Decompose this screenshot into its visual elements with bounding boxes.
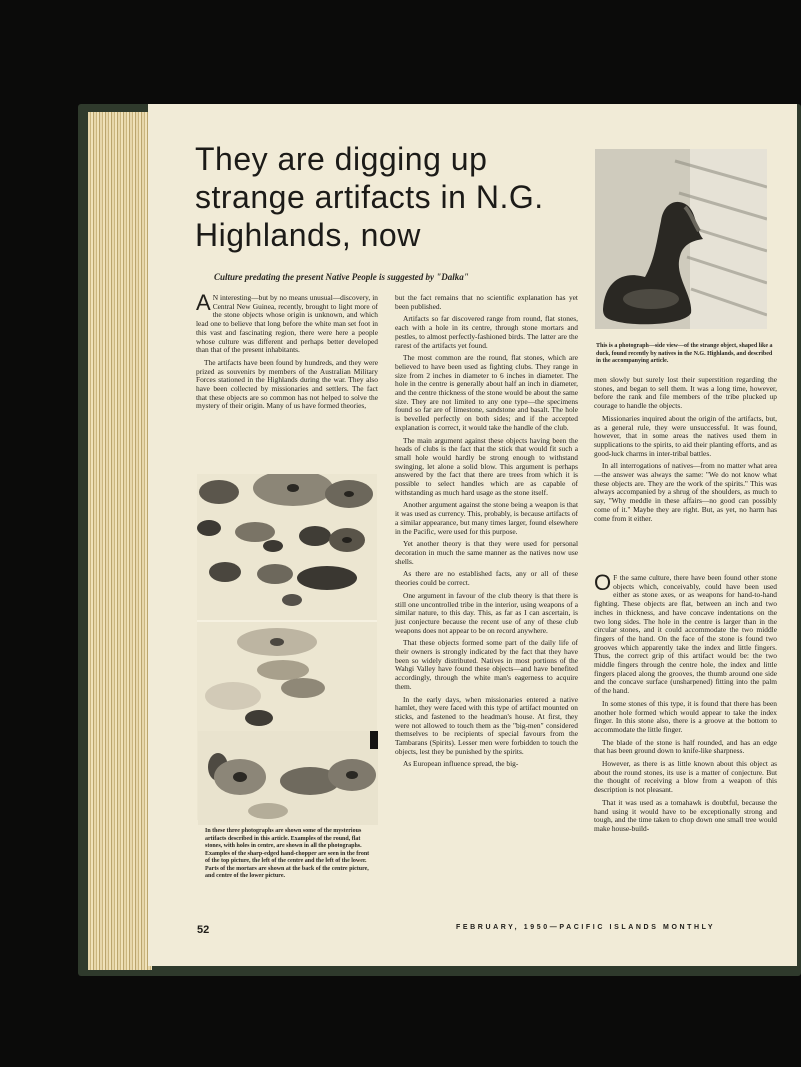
paragraph: O F the same culture, there have been found other stone objects which, conceivably, could have been used either as stone axes, or as weapons for hand-to-hand fighting. These objects are flat, between an inch and two inches in thickness, and have concave indentations on the two long sides. The hole in the centre is larger than in the circular stones, and it could accommodate the two middle fingers of the hand. On the face of the stone is found two grooves which apparently take the index and little fingers. Thus, the correct grip of this artifact would be: the two middle fingers through the centre hole, the index and little fingers placed along the grooves, the thumb around one side and the concave surface (unsharpened) fitting into the palm of the hand.: [594, 570, 777, 696]
paragraph: As there are no established facts, any or all of these theories could be correct.: [395, 569, 578, 588]
article-title: They are digging up strange artifacts in N.G. Highlands, now: [195, 141, 544, 253]
column-2: [395, 294, 578, 773]
artifact-photo: [595, 149, 767, 329]
paragraph: Yet another theory is that they were used for personal decoration in much the same manner as the natives now use shells.: [395, 539, 578, 566]
paragraph: The artifacts have been found by hundreds, and they were prized as souvenirs by members of the Australian Military Forces stationed in the Highlands during the war. They also have been collected by missionaries and settlers. The fact that these objects are so common has not helped to solve the mystery of their origin. Many of us have formed theories,: [196, 357, 378, 411]
article-subtitle: Culture predating the present Native People is suggested by "Dalka": [214, 272, 469, 282]
paragraph: Another argument against the stone being a weapon is that it was used as currency. This, probably, is because artifacts of a similar appearance, but many times larger, found elsewhere in the Pacific, were used for this purpose.: [395, 500, 578, 536]
paragraph: Missionaries inquired about the origin of the artifacts, but, as a general rule, they were unsuccessful. It was found, however, that in some areas the natives used them in supplications to the spirits, to aid their planting efforts, and as good-luck charms in inter-tribal battles.: [594, 413, 777, 458]
page-edges: [88, 112, 152, 970]
paragraph: Artifacts so far discovered range from round, flat stones, each with a hole in its centre, through stone mortars and pestles, to almost perfectly-fashioned birds. The latter are the rarest of the artifacts yet found.: [395, 314, 578, 350]
paragraph: The main argument against these objects having been the heads of clubs is the fact that the stick that would fit such a small hole would hardly be strong enough to withstand swinging, let alone a solid blow. This argument is perhaps answered by the fact that there are trees from which it is possible to select handles which are as capable of withstanding as much hard usage as the stone itself.: [395, 435, 578, 497]
paragraph: In all interrogations of natives—from no matter what area—the answer was always the same: "We do not know what these objects are. They are the work of the spirits." This was always accompanied by a shrug of the shoulders, as much to say, "Why meddle in these affairs—no good can possibly come of it." Maybe they are right. But, as yet, no harm has come from it either.: [594, 461, 777, 523]
paragraph: men slowly but surely lost their superstition regarding the stones, and began to sell them. It was a long time, however, before the rank and file members of the tribe plucked up courage to handle the objects.: [594, 375, 777, 411]
drop-cap: O: [594, 570, 612, 595]
magazine-page: [148, 104, 797, 966]
photos-caption: In these three photographs are shown some of the mysterious artifacts described in this article. Examples of the round, flat stones, with holes in centre, are shown in all the photographs. Examples of the sharp-edged hand-chopper are seen in the front of the top picture, the left of the centre and the left of the lower. Parts of the mortars are shown at the back of the centre picture, and centre of the lower picture.: [205, 828, 370, 879]
paragraph: As European influence spread, the big-: [403, 759, 519, 769]
paragraph: In some stones of this type, it is found that there has been another hole formed which would appear to take the index finger. In this stone also, there is a groove at the bottom to accommodate the little finger.: [594, 698, 777, 734]
column-3: [594, 376, 777, 527]
column-3-continued: [594, 570, 777, 838]
page-footer: FEBRUARY, 1950—PACIFIC ISLANDS MONTHLY: [456, 924, 716, 931]
paragraph: The most common are the round, flat stones, which are believed to have been used as fighting clubs. They range in size from 2 inches in diameter to 6 inches in diameter. The hole in the centre is generally about half an inch in diameter, and the centre thickness of the stone would be about the same size. They are not limited to any one type—the specimens found so far are of limestone, sandstone and basalt. The hole is bevelled perfectly on both sides; and if the accepted explanation is correct, it would take the handle of the club.: [395, 353, 578, 432]
paragraph: That it was used as a tomahawk is doubtful, because the hand using it would have to be exceptionally strong and tough, and the time taken to chop down one small tree would make house-build-: [594, 797, 777, 833]
column-1: [196, 290, 378, 415]
paragraph: The blade of the stone is half rounded, and has an edge that has been ground down to knife-like sharpness.: [594, 737, 777, 756]
paragraph: A N interesting—but by no means unusual—discovery, in Central New Guinea, recently, brought to light more of the stone objects whose origin is unknown, and which lead one to believe that long before the white man set foot in this vast and fascinating region, there were here a people whose culture was different and perhaps better developed than that of the present inhabitants.: [196, 290, 378, 355]
page-number: 52: [197, 924, 210, 936]
paragraph: However, as there is as little known about this object as about the round stones, its use is a matter of conjecture. But the thought of receiving a blow from a weapon of this description is not pleasant.: [594, 759, 777, 795]
paragraph: That these objects formed some part of the daily life of their owners is strongly indicated by the fact that they have been so widely distributed. Natives in most portions of the Wahgi Valley have found these objects—and have benefited accordingly, through the white man's eagerness to acquire them.: [395, 638, 578, 691]
mortars-photo: [198, 731, 378, 825]
paragraph: One argument in favour of the club theory is that there is still one uncontrolled tribe in the interior, using weapons of a similar nature, to this day. This, as far as I can ascertain, is just conjecture because the recent use of any of these club weapons does not appear to be on record anywhere.: [395, 590, 578, 635]
artifact-caption: This is a photograph—side view—of the strange object, shaped like a duck, found recently by natives in the N.G. Highlands, and described in the accompanying article.: [596, 343, 773, 364]
paragraph: In the early days, when missionaries entered a native hamlet, they were faced with this type of artifact mounted on sticks, and fastened to the headman's house. At first, they were not allowed to touch them as the "big-men" considered themselves to be recipients of special favours from the Tambarans (Spirits). Lesser men were forbidden to touch the objects, lest they be punished by the spirits.: [395, 694, 578, 756]
drop-cap: A: [196, 290, 211, 315]
paragraph: but the fact remains that no scientific explanation has yet been published.: [395, 293, 578, 311]
